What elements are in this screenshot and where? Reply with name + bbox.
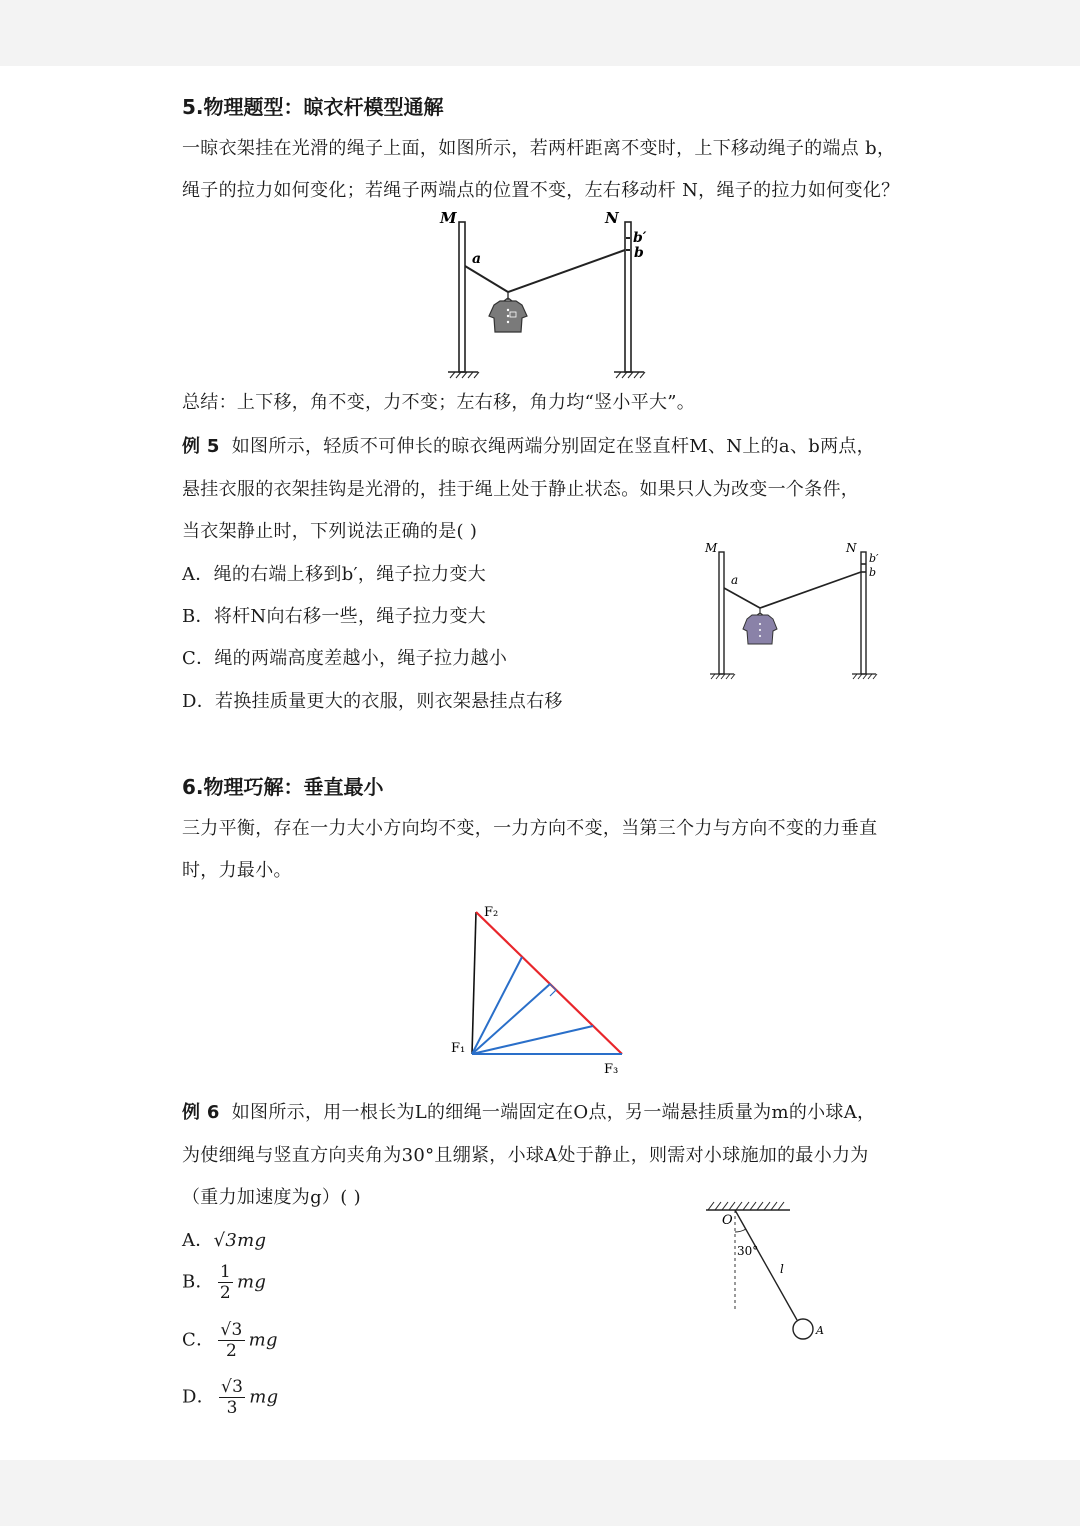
label-F2: F₂	[484, 905, 499, 920]
label-F3: F₃	[604, 1062, 619, 1077]
example-6-line-1: 例 6 如图所示，用一根长为L的细绳一端固定在O点，另一端悬挂质量为m的小球A，	[182, 1102, 876, 1123]
label-l: l	[780, 1262, 784, 1276]
s6-line-2: 时，力最小。	[182, 860, 292, 881]
label-N: N	[846, 541, 857, 555]
clothesline-figure-2	[700, 540, 890, 682]
force-triangle-figure	[440, 900, 640, 1080]
ex5-option-d: D．若换挂质量更大的衣服，则衣架悬挂点右移	[182, 691, 563, 712]
label-b-prime: b′	[633, 230, 647, 246]
ex6-option-b: B． $\frac{1}{2}$ mg	[182, 1262, 267, 1303]
label-N: N	[605, 209, 619, 227]
label-a: a	[472, 251, 482, 267]
label-A: A	[816, 1324, 824, 1337]
right-angle-mark	[544, 984, 556, 996]
ball-A	[793, 1319, 813, 1339]
label-M: M	[440, 209, 457, 227]
section-5-title: 5.物理题型：晾衣杆模型通解	[182, 95, 444, 119]
example-5-label: 例 5	[182, 436, 220, 457]
label-a: a	[731, 573, 739, 587]
label-F1: F₁	[451, 1041, 466, 1056]
s5-summary: 总结：上下移，角不变，力不变；左右移，角力均“竖小平大”。	[182, 392, 696, 413]
ex6-option-a: A．√3mg	[182, 1230, 267, 1251]
pendulum-figure	[700, 1200, 840, 1360]
s5-intro-line-2: 绳子的拉力如何变化；若绳子两端点的位置不变，左右移动杆 N，绳子的拉力如何变化？	[182, 180, 900, 201]
label-M: M	[705, 541, 718, 555]
label-30-deg: 30°	[737, 1244, 759, 1258]
ex5-option-c: C．绳的两端高度差越小，绳子拉力越小	[182, 648, 508, 669]
label-O: O	[722, 1213, 733, 1228]
section-6-title: 6.物理巧解：垂直最小	[182, 775, 384, 799]
label-b: b	[634, 245, 644, 261]
example-5-line-3: 当衣架静止时，下列说法正确的是( )	[182, 521, 478, 542]
example-6-line-3: （重力加速度为g）( )	[182, 1187, 361, 1208]
document-page	[0, 66, 1080, 1460]
ex6-option-d: D． $\frac{√3}{3}$ mg	[182, 1377, 279, 1418]
ex6-option-c: C． $\frac{√3}{2}$ mg	[182, 1320, 278, 1361]
ex5-option-a: A．绳的右端上移到b′，绳子拉力变大	[182, 564, 487, 585]
label-b: b	[869, 566, 877, 579]
s6-line-1: 三力平衡，存在一力大小方向均不变，一力方向不变，当第三个力与方向不变的力垂直	[182, 818, 878, 839]
example-5-line-1: 例 5 如图所示，轻质不可伸长的晾衣绳两端分别固定在竖直杆M、N上的a、b两点，	[182, 436, 875, 457]
label-b-prime: b′	[869, 552, 879, 565]
example-6-line-2: 为使细绳与竖直方向夹角为30°且绷紧，小球A处于静止，则需对小球施加的最小力为	[182, 1145, 869, 1166]
clothesline-figure-1	[430, 208, 660, 380]
ex5-option-b: B．将杆N向右移一些，绳子拉力变大	[182, 606, 487, 627]
example-5-line-2: 悬挂衣服的衣架挂钩是光滑的，挂于绳上处于静止状态。如果只人为改变一个条件，	[182, 479, 860, 500]
example-6-label: 例 6	[182, 1102, 220, 1123]
s5-intro-line-1: 一晾衣架挂在光滑的绳子上面，如图所示，若两杆距离不变时，上下移动绳子的端点 b，	[182, 138, 896, 159]
